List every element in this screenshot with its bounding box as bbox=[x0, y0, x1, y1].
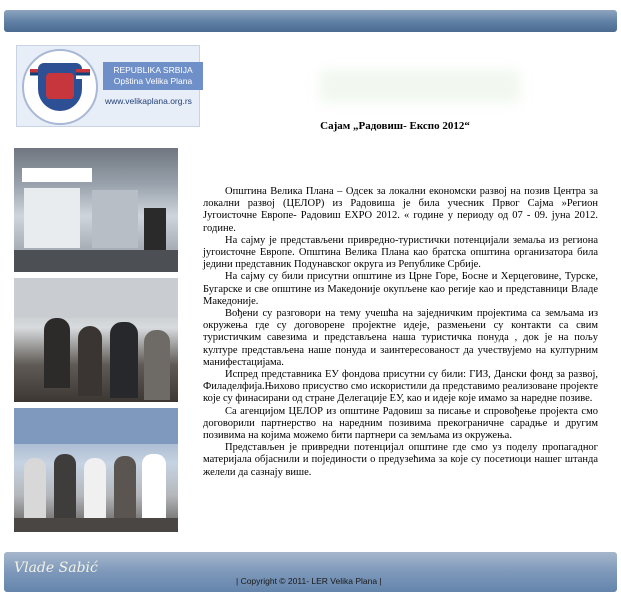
decorative-glow bbox=[320, 70, 520, 102]
eagle-emblem-icon bbox=[46, 73, 74, 99]
copyright-text: | Copyright © 2011- LER Velika Plana | bbox=[236, 576, 382, 586]
coat-of-arms-icon bbox=[22, 49, 98, 125]
article-paragraph: Вођени су разговори на тему учешћа на заједничким пројектима са земљама из окружења где су договорене пројектне идеје, размењени су контакти са свим туристичким савезима и представљена наша туристичка понуда , док је на пољу културе представљена наше понуда и заинтересованост да учествујемо на културним манифестацијама. bbox=[203, 308, 598, 368]
photo-team-at-stand bbox=[14, 408, 178, 532]
photo-exhibition-hall bbox=[14, 148, 178, 272]
logo-label bbox=[103, 62, 203, 90]
article-paragraph: Општина Велика Плана – Одсек за локални економски развој на позив Центра за локални развој (ЦЕЛОР) из Радовиша је била учесник Првог Сајма »Регион Југоисточне Европе- Радовиш EXPO 2012. « године у периоду од 07 - 09. јуна 2012. године. bbox=[203, 186, 598, 234]
logo-line-municipality: Opština Velika Plana bbox=[113, 76, 193, 86]
article-paragraph: Са агенцијом ЦЕЛОР из општине Радовиш за писање и спровођење пројекта смо договорили партнерство на наредним позивима прекограничне сарадње и другим позивима на којима можемо бити партнери са земљама из окружења. bbox=[203, 405, 598, 442]
article-paragraph: Представљен је привредни потенцијал општине где смо уз поделу пропагадног материјала објаснили и појединости о предузећима за које су посетиоци нашег штанда желели да сазнају више. bbox=[203, 442, 598, 478]
logo-line-country: REPUBLIKA SRBIJA bbox=[113, 65, 193, 75]
municipal-flag-icon bbox=[76, 69, 90, 79]
photo-delegation-visit bbox=[14, 278, 178, 402]
article-paragraph: На сајму су били присутни општине из Црне Горе, Босне и Херцеговине, Турске, Бугарске и све општине из Македоније окупљене као регије као и представници Владе Македоније. bbox=[203, 271, 598, 307]
article-title: Сајам „Радовиш- Експо 2012“ bbox=[320, 120, 470, 132]
article-body bbox=[203, 186, 598, 479]
municipality-logo[interactable] bbox=[16, 45, 200, 127]
header-bar bbox=[4, 10, 617, 32]
article-paragraph: Испред представника ЕУ фондова присутни су били: ГИЗ, Дански фонд за развој, Филаделфија.Њихово присуство смо искористили да представимо реализоване пројекте које су финасирани од стране Делегације ЕУ, као и идеје које имамо за наредне позиве. bbox=[203, 369, 598, 405]
article-paragraph: На сајму је представљени привредно-туристички потенцијали земаља из региона југоисточне Европе. Општина Велика Плана као братска општина организатора била једини представник Подунавског округа из Републике Србије. bbox=[203, 234, 598, 271]
signature: Vlade Sabić bbox=[14, 560, 98, 576]
logo-url[interactable]: www.velikaplana.org.rs bbox=[105, 96, 192, 106]
